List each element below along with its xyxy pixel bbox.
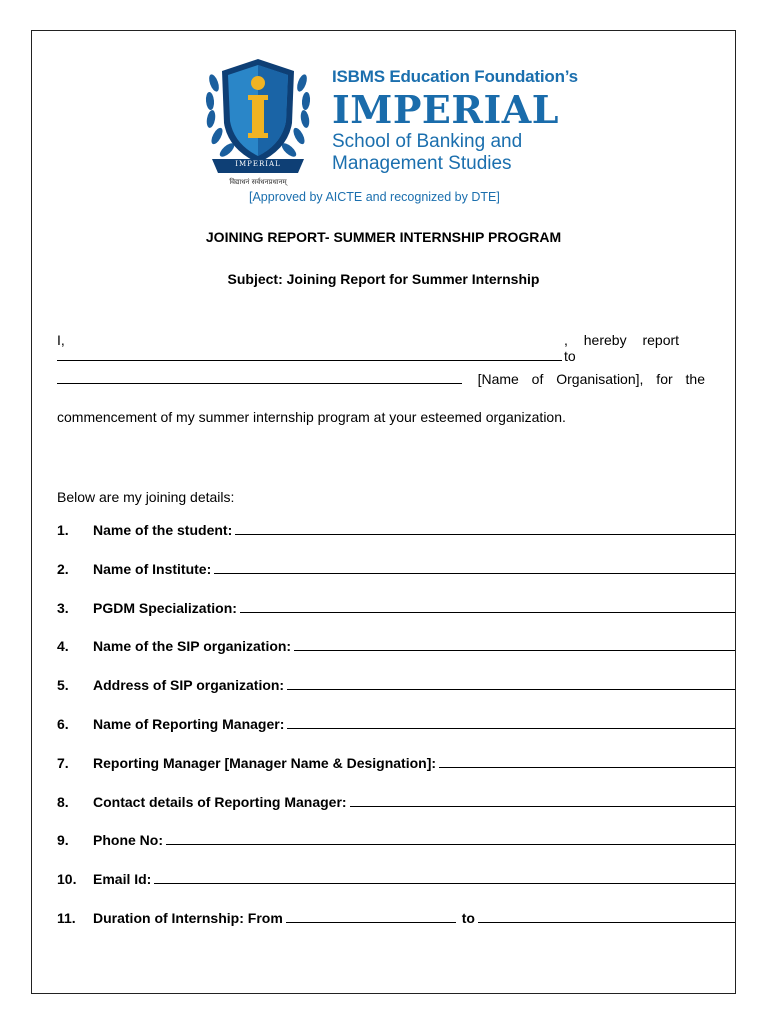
institute-name: IMPERIAL: [332, 87, 559, 132]
approval-note: [Approved by AICTE and recognized by DTE]: [249, 190, 500, 204]
item-number: 11.: [57, 910, 76, 926]
institute-field[interactable]: [214, 572, 735, 574]
brand-block: [332, 67, 578, 175]
detail-item-duration: [57, 908, 735, 926]
item-number: 7.: [57, 755, 69, 771]
duration-from-field[interactable]: [286, 921, 456, 923]
student-name-field[interactable]: [235, 533, 735, 535]
document-title: JOINING REPORT- SUMMER INTERNSHIP PROGRAM: [205, 229, 562, 245]
item-label: Reporting Manager [Manager Name & Designation]:: [93, 755, 437, 771]
item-number: 10.: [57, 871, 77, 887]
body-line-1-start: [57, 332, 564, 364]
detail-item-specialization: [57, 598, 735, 616]
item-number: 8.: [57, 794, 69, 810]
i-prefix: I,: [57, 332, 65, 348]
document-page: [31, 30, 736, 994]
detail-item-phone: [57, 830, 735, 848]
org-suffix-text: [Name of Organisation], for the: [477, 371, 705, 387]
item-label: Name of Institute:: [93, 561, 212, 577]
detail-item-institute: [57, 559, 735, 577]
manager-contact-field[interactable]: [350, 805, 735, 807]
detail-item-email: [57, 869, 735, 887]
document-subject: Subject: Joining Report for Summer Internship: [227, 271, 540, 287]
item-label: Address of SIP organization:: [93, 677, 285, 693]
item-number: 5.: [57, 677, 69, 693]
hereby-text: , hereby report to: [563, 332, 680, 364]
item-label: PGDM Specialization:: [93, 600, 237, 616]
institute-line-2: Management Studies: [332, 153, 512, 174]
crest-icon: [202, 53, 314, 193]
item-number: 6.: [57, 716, 69, 732]
item-number: 1.: [57, 522, 69, 538]
item-label: Name of Reporting Manager:: [93, 716, 285, 732]
crest-ribbon-text: IMPERIAL: [235, 160, 281, 168]
institute-line-1: School of Banking and: [332, 131, 523, 152]
detail-item-student-name: [57, 520, 735, 538]
detail-item-manager-contact: [57, 792, 735, 810]
sip-organization-field[interactable]: [294, 649, 735, 651]
item-label: Name of the SIP organization:: [93, 638, 292, 654]
item-label: Contact details of Reporting Manager:: [93, 794, 347, 810]
detail-item-sip-organization: [57, 636, 735, 654]
detail-item-sip-address: [57, 675, 735, 693]
item-number: 2.: [57, 561, 69, 577]
duration-to-field[interactable]: [478, 921, 735, 923]
item-number: 3.: [57, 600, 69, 616]
reporting-manager-field[interactable]: [287, 727, 735, 729]
item-number: 9.: [57, 832, 69, 848]
item-number: 4.: [57, 638, 69, 654]
crest-motto: विद्याधनं सर्वधनप्रधानम्: [229, 178, 287, 186]
details-intro: Below are my joining details:: [57, 489, 235, 505]
email-field[interactable]: [154, 882, 735, 884]
student-name-blank[interactable]: [57, 348, 562, 361]
detail-item-manager-designation: [57, 753, 735, 771]
detail-item-reporting-manager: [57, 714, 735, 732]
specialization-field[interactable]: [240, 611, 735, 613]
item-label: Duration of Internship: From: [93, 910, 283, 926]
phone-field[interactable]: [166, 843, 735, 845]
sip-address-field[interactable]: [287, 688, 735, 690]
body-line-3: commencement of my summer internship program at your esteemed organization.: [57, 409, 566, 425]
item-label: Email Id:: [93, 871, 152, 887]
item-label: Phone No:: [93, 832, 163, 848]
foundation-name: ISBMS Education Foundation’s: [332, 67, 578, 86]
body-line-2: [57, 371, 705, 387]
organisation-blank[interactable]: [57, 371, 462, 384]
body-line-1: [57, 332, 705, 364]
item-label: Name of the student:: [93, 522, 233, 538]
manager-designation-field[interactable]: [439, 766, 735, 768]
institute-logo: [202, 53, 582, 213]
item-to-label: to: [461, 910, 475, 926]
